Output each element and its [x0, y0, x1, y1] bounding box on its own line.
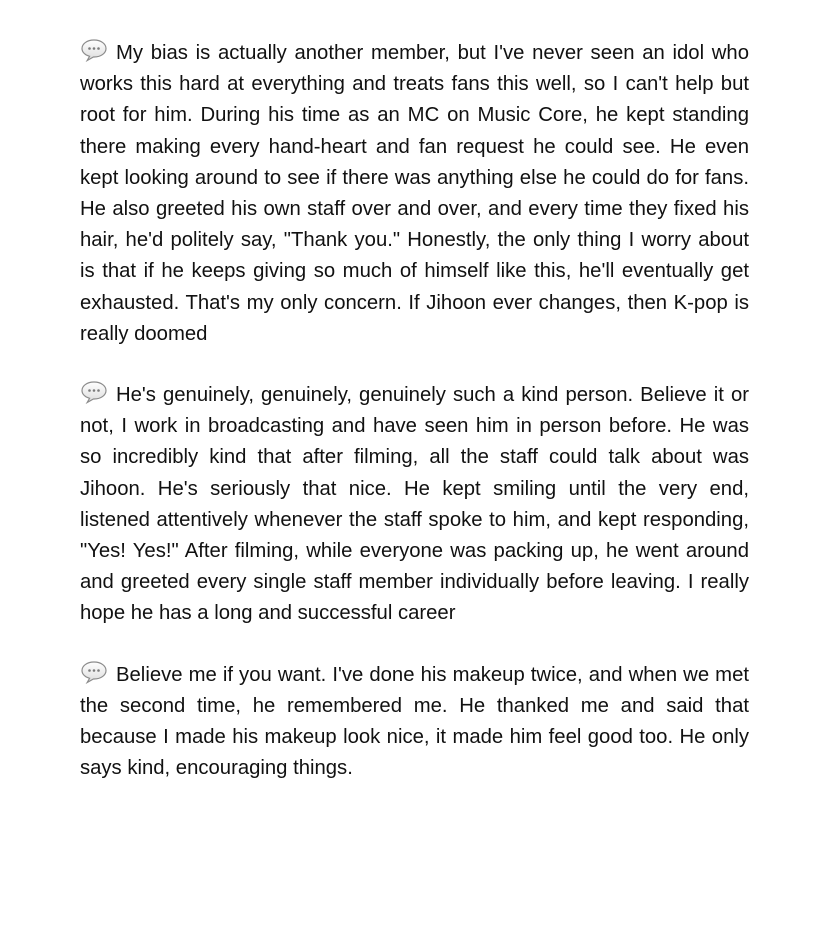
- comment-1: [80, 38, 749, 350]
- comment-text: My bias is actually another member, but I've never seen an idol who works this hard at everything and treats fans this well, so I can't help but root for him. During his time as an MC on Music Core, he kept standing there making every hand-heart and fan request he could see. He even kept looking around to see if there was anything else he could do for fans. He also greeted his own staff over and over, and every time they fixed his hair, he'd politely say, "Thank you." Honestly, the only thing I worry about is that if he keeps giving so much of himself like this, he'll eventually get exhausted. That's my only concern. If Jihoon ever changes, then K-pop is really doomed: [80, 42, 749, 345]
- comment-list: [80, 38, 749, 814]
- comment-2: [80, 380, 749, 630]
- comment-text: Believe me if you want. I've done his makeup twice, and when we met the second time, he remembered me. He thanked me and said that because I made his makeup look nice, it made him feel good too. He only says kind, encouraging things.: [80, 663, 749, 780]
- speech-bubble-icon: [80, 38, 108, 62]
- comment-3: [80, 660, 749, 785]
- speech-bubble-icon: [80, 660, 108, 684]
- speech-bubble-icon: [80, 380, 108, 404]
- comment-text: He's genuinely, genuinely, genuinely such a kind person. Believe it or not, I work in broadcasting and have seen him in person before. He was so incredibly kind that after filming, all the staff could talk about was Jihoon. He's seriously that nice. He kept smiling until the very end, listened attentively whenever the staff spoke to him, and kept responding, "Yes! Yes!" After filming, while everyone was packing up, he went around and greeted every single staff member individually before leaving. I really hope he has a long and successful career: [80, 384, 749, 625]
